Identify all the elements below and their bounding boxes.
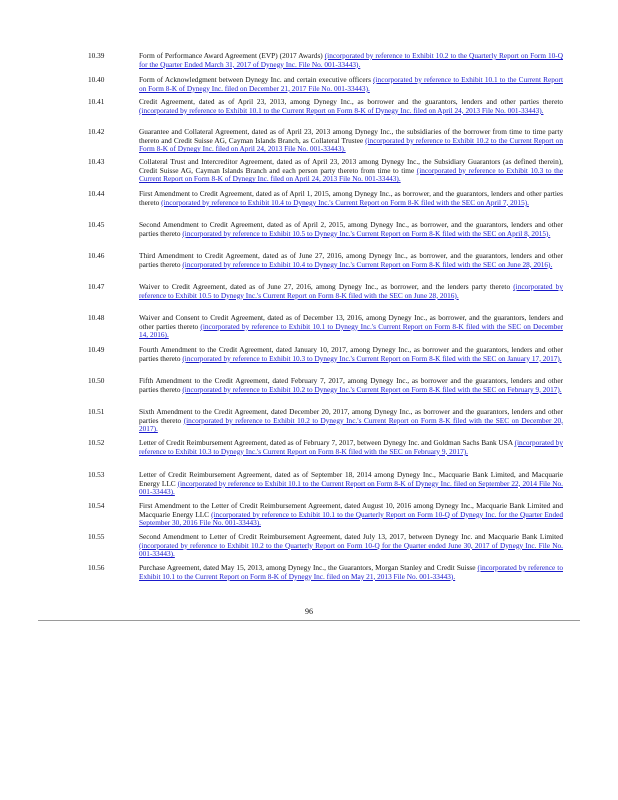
incorporation-reference-link[interactable]: (incorporated by reference to Exhibit 10.2 to Dynegy Inc.'s Current Report on Form 8-K filed with the SEC on December 20, 2017). <box>139 415 563 434</box>
exhibit-number: 10.48 <box>88 313 105 322</box>
incorporation-reference-link[interactable]: (incorporated by reference to Exhibit 10.2 to the Current Report on Form 8-K of Dynegy Inc. filed on April 24, 2013 File No. 001-33443). <box>139 135 563 154</box>
exhibit-description <box>139 533 563 559</box>
exhibit-description <box>139 408 563 434</box>
exhibit-title: Form of Performance Award Agreement (EVP) (2017 Awards) <box>139 51 323 60</box>
exhibit-number: 10.56 <box>88 563 105 572</box>
exhibit-number: 10.47 <box>88 282 105 291</box>
exhibit-title: First Amendment to the Letter of Credit Reimbursement Agreement, dated August 10, 2016 among Dynegy Inc., Macquarie Bank Limited and Macquarie Energy LLC <box>139 501 563 519</box>
exhibit-description <box>139 564 563 581</box>
exhibit-title: Fifth Amendment to the Credit Agreement, dated February 7, 2017, among Dynegy Inc., as borrower and the guarantors, lenders and other parties thereto <box>139 376 563 394</box>
exhibit-title: Sixth Amendment to the Credit Agreement, dated December 20, 2017, among Dynegy Inc., as borrower and the guarantors, lenders and other parties thereto <box>139 407 563 425</box>
exhibit-description <box>139 158 563 184</box>
exhibit-number: 10.50 <box>88 376 105 385</box>
incorporation-reference-link[interactable]: (incorporated by reference to Exhibit 10.1 to the Current Report on Form 8-K of Dynegy Inc. filed on April 24, 2013 File No. 001-33443). <box>139 105 544 115</box>
exhibit-description <box>139 76 563 93</box>
incorporation-reference-link[interactable]: (incorporated by reference to Exhibit 10.3 to Dynegy Inc.'s Current Report on Form 8-K filed with the SEC on January 17, 2017). <box>182 353 562 363</box>
exhibit-number: 10.42 <box>88 127 105 136</box>
incorporation-reference-link[interactable]: (incorporated by reference to Exhibit 10.5 to Dynegy Inc.'s Current Report on Form 8-K filed with the SEC on April 8, 2015). <box>182 228 551 238</box>
exhibit-description <box>139 190 563 207</box>
exhibit-description <box>139 283 563 300</box>
exhibit-number: 10.46 <box>88 251 105 260</box>
exhibit-number: 10.43 <box>88 157 105 166</box>
incorporation-reference-link[interactable]: (incorporated by reference to Exhibit 10.1 to Dynegy Inc.'s Current Report on Form 8-K filed with the SEC on December 14, 2016). <box>139 321 564 340</box>
incorporation-reference-link[interactable]: (incorporated by reference to Exhibit 10.5 to Dynegy Inc.'s Current Report on Form 8-K filed with the SEC on June 28, 2016). <box>139 282 563 300</box>
exhibit-number: 10.54 <box>88 501 105 510</box>
exhibit-title: Guarantee and Collateral Agreement, dated as of April 23, 2013 among Dynegy Inc., the subsidiaries of the borrower from time to time party thereto and Credit Suisse AG, Cayman Islands Branch, as Collateral Trustee <box>139 127 563 145</box>
exhibit-description <box>139 377 563 394</box>
exhibit-description <box>139 128 563 154</box>
exhibit-number: 10.39 <box>88 51 105 60</box>
incorporation-reference-link[interactable]: (incorporated by reference to Exhibit 10.3 to Dynegy Inc.'s Current Report on Form 8-K filed with the SEC on February 9, 2017). <box>139 438 563 456</box>
exhibit-number: 10.51 <box>88 407 105 416</box>
exhibit-number: 10.52 <box>88 438 105 447</box>
incorporation-reference-link[interactable]: (incorporated by reference to Exhibit 10.2 to the Quarterly Report on Form 10-Q for the Quarter ended June 30, 2017 of Dynegy Inc. File No. 001-33443). <box>139 540 563 559</box>
incorporation-reference-link[interactable]: (incorporated by reference to Exhibit 10.1 to the Current Report on Form 8-K of Dynegy Inc. filed on December 21, 2017 File No. 001-33443). <box>139 75 563 93</box>
exhibit-number: 10.45 <box>88 220 105 229</box>
exhibit-title: First Amendment to Credit Agreement, dated as of April 1, 2015, among Dynegy Inc., as borrower, and the guarantors, lenders and other parties thereto <box>139 189 563 207</box>
page-number: 96 <box>305 607 313 616</box>
exhibit-title: Waiver to Credit Agreement, dated as of June 27, 2016, among Dynegy Inc., as borrower, and the lenders party thereto <box>139 282 511 291</box>
exhibit-number: 10.41 <box>88 97 105 106</box>
incorporation-reference-link[interactable]: (incorporated by reference to Exhibit 10.1 to the Current Report on Form 8-K of Dynegy Inc. filed on September 22, 2014 File No. 001-33443). <box>139 478 563 497</box>
exhibit-title: Second Amendment to Credit Agreement, dated as of April 2, 2015, among Dynegy Inc., as borrower, and the guarantors, lenders and other parties thereto <box>139 220 563 238</box>
exhibit-description <box>139 346 563 363</box>
exhibit-title: Waiver and Consent to Credit Agreement, dated as of December 13, 2016, among Dynegy Inc., as borrower, and the guarantors, lenders and other parties thereto <box>139 313 563 331</box>
exhibit-title: Collateral Trust and Intercreditor Agreement, dated as of April 23, 2013 among Dynegy Inc., the Subsidiary Guarantors (as defined therein), Credit Suisse AG, Cayman Islands Branch and each person party thereto from time to time <box>139 157 563 175</box>
exhibit-number: 10.53 <box>88 470 105 479</box>
exhibit-number: 10.55 <box>88 532 105 541</box>
exhibit-number: 10.40 <box>88 75 105 84</box>
footer-divider <box>38 620 580 621</box>
exhibit-title: Second Amendment to Letter of Credit Reimbursement Agreement, dated July 13, 2017, between Dynegy Inc. and Macquarie Bank Limited <box>139 532 563 541</box>
exhibit-title: Fourth Amendment to the Credit Agreement, dated January 10, 2017, among Dynegy Inc., as borrower and the guarantors, lenders and other parties thereto <box>139 345 563 363</box>
exhibit-title: Letter of Credit Reimbursement Agreement, dated as of September 18, 2014 among Dynegy Inc., Macquarie Bank Limited, and Macquarie Energy LLC <box>139 470 563 488</box>
exhibit-description <box>139 502 563 528</box>
exhibit-description <box>139 98 563 115</box>
exhibit-number: 10.44 <box>88 189 105 198</box>
exhibit-description <box>139 439 563 456</box>
incorporation-reference-link[interactable]: (incorporated by reference to Exhibit 10.4 to Dynegy Inc.'s Current Report on Form 8-K filed with the SEC on April 7, 2015). <box>161 197 530 207</box>
exhibit-description <box>139 252 563 269</box>
exhibit-description <box>139 471 563 497</box>
incorporation-reference-link[interactable]: (incorporated by reference to Exhibit 10.1 to the Quarterly Report on Form 10-Q of Dynegy Inc. for the Quarter Ended September 30, 2016 File No. 001-33443). <box>139 509 563 528</box>
exhibit-title: Form of Acknowledgment between Dynegy Inc. and certain executive officers <box>139 75 371 84</box>
incorporation-reference-link[interactable]: (incorporated by reference to Exhibit 10.4 to Dynegy Inc.'s Current Report on Form 8-K filed with the SEC on June 28, 2016). <box>182 259 553 269</box>
exhibit-description <box>139 221 563 238</box>
incorporation-reference-link[interactable]: (incorporated by reference to Exhibit 10.2 to the Quarterly Report on Form 10-Q for the Quarter Ended March 31, 2017 of Dynegy Inc. File No. 001-33443). <box>139 51 563 69</box>
exhibit-description <box>139 314 563 340</box>
exhibit-title: Letter of Credit Reimbursement Agreement, dated as of February 7, 2017, between Dynegy Inc. and Goldman Sachs Bank USA <box>139 438 513 447</box>
exhibit-number: 10.49 <box>88 345 105 354</box>
incorporation-reference-link[interactable]: (incorporated by reference to Exhibit 10.3 to the Current Report on Form 8-K of Dynegy Inc. filed on April 24, 2013 File No. 001-33443). <box>139 165 563 184</box>
exhibit-title: Purchase Agreement, dated May 15, 2013, among Dynegy Inc., the Guarantors, Morgan Stanley and Credit Suisse <box>139 563 476 572</box>
exhibit-description <box>139 52 563 69</box>
exhibit-title: Credit Agreement, dated as of April 23, 2013, among Dynegy Inc., as borrower and the guarantors, lenders and other parties thereto <box>139 97 563 106</box>
exhibit-title: Third Amendment to Credit Agreement, dated as of June 27, 2016, among Dynegy Inc., as borrower, and the guarantors, lenders and other parties thereto <box>139 251 563 269</box>
incorporation-reference-link[interactable]: (incorporated by reference to Exhibit 10.1 to the Current Report on Form 8-K of Dynegy Inc. filed on May 21, 2013 File No. 001-33443). <box>139 563 563 581</box>
incorporation-reference-link[interactable]: (incorporated by reference to Exhibit 10.2 to Dynegy Inc.'s Current Report on Form 8-K filed with the SEC on February 9, 2017). <box>182 384 562 394</box>
